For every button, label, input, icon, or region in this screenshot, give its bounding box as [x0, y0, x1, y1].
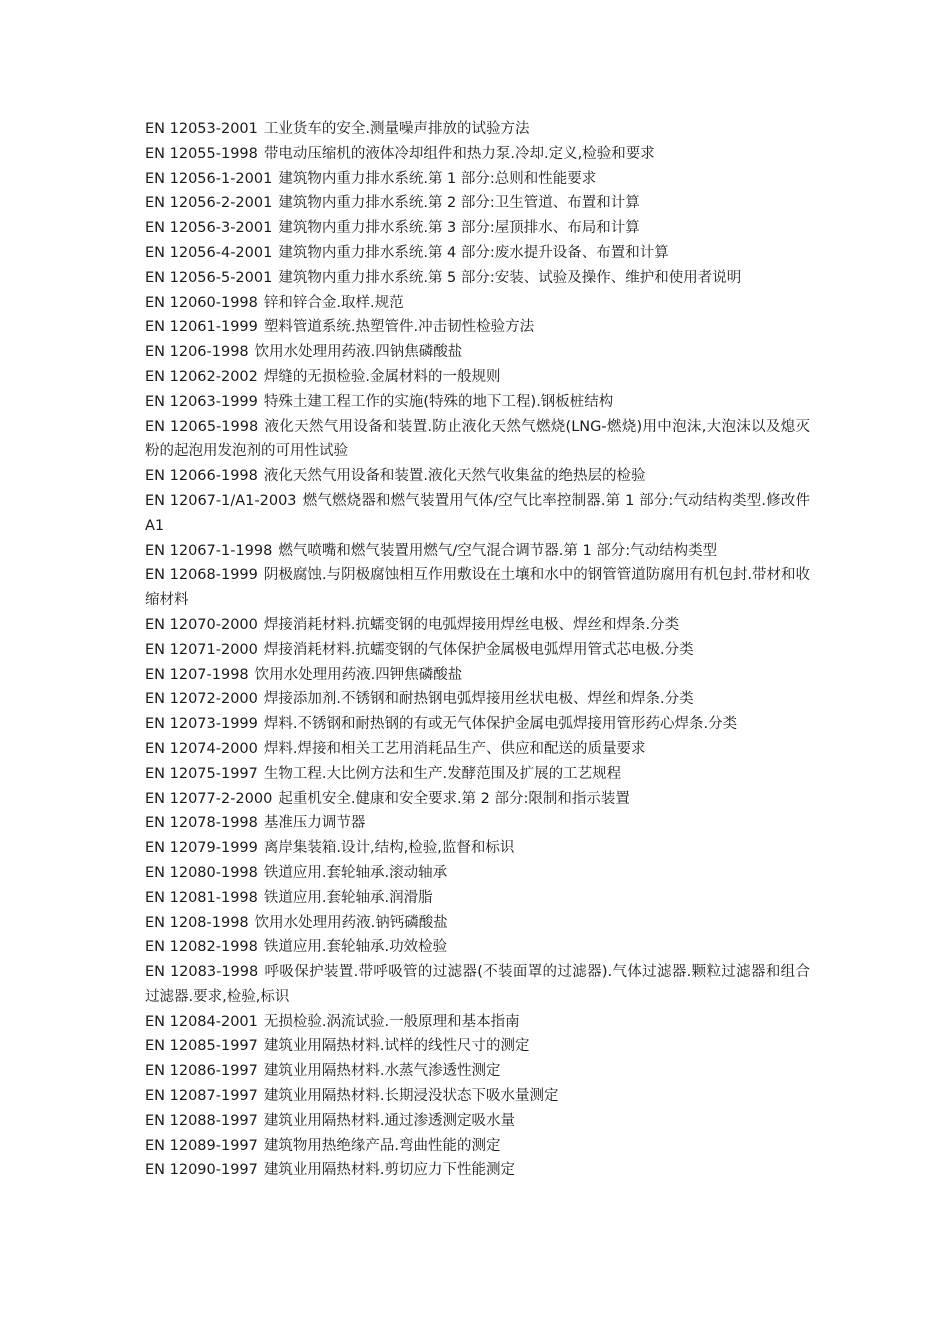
standard-title: 塑料管道系统.热塑管件.冲击韧性检验方法: [263, 319, 535, 336]
list-item: [145, 1034, 810, 1059]
standard-code: EN 12071-2000: [145, 641, 258, 658]
standard-code: EN 12077-2-2000: [145, 790, 273, 807]
standard-title: 燃气喷嘴和燃气装置用燃气/空气混合调节器.第 1 部分:气动结构类型: [278, 542, 718, 559]
standard-title: 特殊土建工程工作的实施(特殊的地下工程).钢板桩结构: [263, 393, 614, 410]
standard-code: EN 12056-1-2001: [145, 170, 273, 187]
list-item: [145, 762, 810, 787]
standard-code: EN 12066-1998: [145, 468, 258, 485]
standard-title: 建筑业用隔热材料.长期浸没状态下吸水量测定: [263, 1088, 559, 1105]
standard-code: EN 12061-1999: [145, 319, 258, 336]
list-item: [145, 365, 810, 390]
standard-title: 焊料.焊接和相关工艺用消耗品生产、供应和配送的质量要求: [263, 740, 646, 757]
standard-title: 带电动压缩机的液体冷却组件和热力泵.冷却.定义,检验和要求: [263, 145, 655, 162]
list-item: [145, 241, 810, 266]
standard-title: 焊接消耗材料.抗蠕变钢的电弧焊接用焊丝电极、焊丝和焊条.分类: [263, 616, 680, 633]
standard-code: EN 12063-1999: [145, 393, 258, 410]
list-item: [145, 787, 810, 812]
standard-code: EN 12074-2000: [145, 740, 258, 757]
standard-code: EN 12078-1998: [145, 815, 258, 832]
standard-code: EN 12079-1999: [145, 840, 258, 857]
standard-title: 饮用水处理用药液.四钾焦磷酸盐: [254, 666, 463, 683]
list-item: [145, 464, 810, 489]
list-item: [145, 811, 810, 836]
standard-code: EN 12067-1-1998: [145, 542, 273, 559]
standard-title: 锌和锌合金.取样.规范: [263, 294, 404, 311]
list-item: [145, 117, 810, 142]
standard-code: EN 12090-1997: [145, 1162, 258, 1179]
standard-code: EN 12053-2001: [145, 121, 258, 137]
standard-title: 建筑物内重力排水系统.第 1 部分:总则和性能要求: [278, 170, 597, 187]
list-item: [145, 191, 810, 216]
list-item: [145, 935, 810, 960]
standard-title: 建筑物内重力排水系统.第 3 部分:屋顶排水、布局和计算: [278, 220, 640, 237]
standard-code: EN 12083-1998: [145, 964, 259, 981]
list-item: [145, 1010, 810, 1035]
list-item: [145, 142, 810, 167]
standard-code: EN 12081-1998: [145, 889, 258, 906]
list-item: [145, 489, 810, 539]
list-item: [145, 911, 810, 936]
standard-code: EN 12055-1998: [145, 145, 258, 162]
list-item: [145, 1084, 810, 1109]
list-item: [145, 291, 810, 316]
standard-code: EN 12067-1/A1-2003: [145, 492, 297, 509]
standard-title: 饮用水处理用药液.四钠焦磷酸盐: [254, 344, 463, 361]
standard-code: EN 12075-1997: [145, 765, 258, 782]
standard-code: EN 1206-1998: [145, 344, 249, 361]
list-item: [145, 613, 810, 638]
standard-code: EN 12056-3-2001: [145, 220, 273, 237]
standard-title: 工业货车的安全.测量噪声排放的试验方法: [263, 121, 530, 137]
list-item: [145, 1134, 810, 1159]
standard-title: 建筑物内重力排水系统.第 5 部分:安装、试验及操作、维护和使用者说明: [278, 269, 742, 286]
list-item: [145, 266, 810, 291]
standard-code: EN 12056-2-2001: [145, 195, 273, 212]
standard-title: 焊接添加剂.不锈钢和耐热钢电弧焊接用丝状电极、焊丝和焊条.分类: [263, 691, 694, 708]
list-item: [145, 712, 810, 737]
standard-code: EN 12085-1997: [145, 1038, 258, 1055]
standard-code: EN 12082-1998: [145, 939, 258, 956]
list-item: [145, 886, 810, 911]
standard-title: 建筑业用隔热材料.水蒸气渗透性测定: [263, 1063, 501, 1080]
standard-code: EN 12062-2002: [145, 368, 258, 385]
list-item: [145, 563, 810, 613]
standard-title: 铁道应用.套轮轴承.滚动轴承: [263, 864, 448, 881]
standards-list: [145, 117, 810, 1183]
list-item: [145, 861, 810, 886]
list-item: [145, 663, 810, 688]
standard-title: 铁道应用.套轮轴承.润滑脂: [263, 889, 433, 906]
standard-code: EN 12080-1998: [145, 864, 258, 881]
standard-code: EN 1207-1998: [145, 666, 249, 683]
list-item: [145, 216, 810, 241]
standard-title: 液化天然气用设备和装置.液化天然气收集盆的绝热层的检验: [263, 468, 646, 485]
list-item: [145, 1109, 810, 1134]
list-item: [145, 415, 810, 465]
standard-title: 呼吸保护装置.带呼吸管的过滤器(不装面罩的过滤器).气体过滤器.颗粒过滤器和组合过滤器.要求,检验,标识: [145, 964, 810, 1005]
list-item: [145, 539, 810, 564]
standard-code: EN 12070-2000: [145, 616, 258, 633]
standard-title: 建筑物内重力排水系统.第 4 部分:废水提升设备、布置和计算: [278, 244, 669, 261]
standard-code: EN 12068-1999: [145, 567, 258, 584]
standard-title: 生物工程.大比例方法和生产.发酵范围及扩展的工艺规程: [263, 765, 622, 782]
list-item: [145, 638, 810, 663]
standard-code: EN 12086-1997: [145, 1063, 258, 1080]
standard-title: 饮用水处理用药液.钠钙磷酸盐: [254, 914, 448, 931]
standard-title: 液化天然气用设备和装置.防止液化天然气燃烧(LNG-燃烧)用中泡沫,大泡沫以及熄灭粉的起泡用发泡剂的可用性试验: [145, 418, 810, 460]
standard-title: 建筑物内重力排水系统.第 2 部分:卫生管道、布置和计算: [278, 195, 640, 212]
standard-code: EN 12073-1999: [145, 716, 258, 733]
standard-title: 燃气燃烧器和燃气装置用气体/空气比率控制器.第 1 部分:气动结构类型.修改件 A1: [145, 492, 810, 534]
list-item: [145, 1158, 810, 1183]
standard-title: 基准压力调节器: [263, 815, 366, 832]
standard-code: EN 12056-5-2001: [145, 269, 273, 286]
standard-code: EN 12084-2001: [145, 1013, 258, 1030]
standard-code: EN 12065-1998: [145, 418, 259, 435]
list-item: [145, 836, 810, 861]
standard-code: EN 12089-1997: [145, 1137, 258, 1154]
standard-title: 无损检验.涡流试验.一般原理和基本指南: [263, 1013, 520, 1030]
standard-title: 建筑物用热绝缘产品.弯曲性能的测定: [263, 1137, 501, 1154]
standard-title: 离岸集装箱.设计,结构,检验,监督和标识: [263, 840, 515, 857]
list-item: [145, 167, 810, 192]
list-item: [145, 340, 810, 365]
standard-code: EN 12072-2000: [145, 691, 258, 708]
list-item: [145, 687, 810, 712]
standard-code: EN 12060-1998: [145, 294, 258, 311]
list-item: [145, 390, 810, 415]
standard-code: EN 1208-1998: [145, 914, 249, 931]
standard-title: 焊缝的无损检验.金属材料的一般规则: [263, 368, 501, 385]
standard-title: 阴极腐蚀.与阴极腐蚀相互作用敷设在土壤和水中的钢管管道防腐用有机包封.带材和收缩材料: [145, 567, 810, 609]
list-item: [145, 737, 810, 762]
standard-title: 建筑业用隔热材料.剪切应力下性能测定: [263, 1162, 515, 1179]
standard-title: 建筑业用隔热材料.通过渗透测定吸水量: [263, 1112, 515, 1129]
standard-title: 建筑业用隔热材料.试样的线性尺寸的测定: [263, 1038, 530, 1055]
standard-code: EN 12056-4-2001: [145, 244, 273, 261]
list-item: [145, 1059, 810, 1084]
standard-title: 焊接消耗材料.抗蠕变钢的气体保护金属极电弧焊用管式芯电极.分类: [263, 641, 694, 658]
standard-title: 焊料.不锈钢和耐热钢的有或无气体保护金属电弧焊接用管形药心焊条.分类: [263, 716, 738, 733]
standard-title: 起重机安全.健康和安全要求.第 2 部分:限制和指示装置: [278, 790, 630, 807]
standard-title: 铁道应用.套轮轴承.功效检验: [263, 939, 448, 956]
standard-code: EN 12087-1997: [145, 1088, 258, 1105]
list-item: [145, 960, 810, 1010]
standard-code: EN 12088-1997: [145, 1112, 258, 1129]
list-item: [145, 315, 810, 340]
